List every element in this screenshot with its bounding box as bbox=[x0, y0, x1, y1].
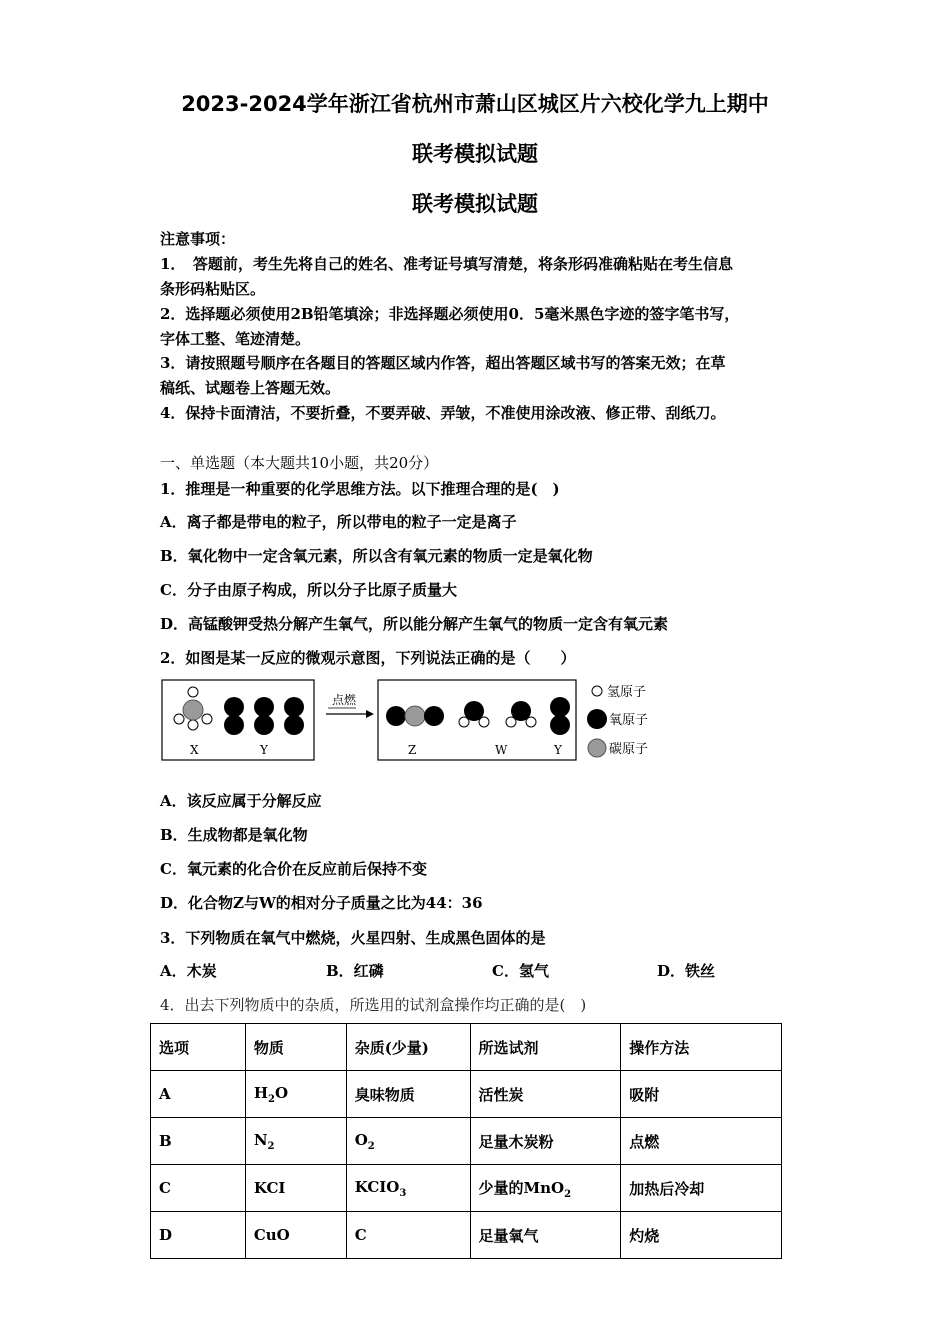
question-1-option-a: A．离子都是带电的粒子，所以带电的粒子一定是离子 bbox=[160, 513, 517, 531]
notice-item: 条形码粘贴区。 bbox=[160, 280, 266, 298]
notice-heading: 注意事项： bbox=[160, 230, 236, 248]
formula-subscript: 2 bbox=[267, 1140, 275, 1152]
question-2-option-a: A．该反应属于分解反应 bbox=[160, 792, 322, 810]
table-cell: 足量木炭粉 bbox=[470, 1118, 621, 1165]
notice-item: 稿纸、试题卷上答题无效。 bbox=[160, 379, 341, 397]
reaction-diagram bbox=[160, 678, 660, 766]
question-1-option-d: D．高锰酸钾受热分解产生氧气，所以能分解产生氧气的物质一定含有氧元素 bbox=[160, 615, 669, 633]
table-header-row bbox=[151, 1024, 782, 1071]
question-4-stem bbox=[160, 994, 586, 1015]
legend-hydrogen: 氢原子 bbox=[607, 685, 647, 700]
table-header: 物质 bbox=[245, 1024, 346, 1071]
question-3-stem: 3．下列物质在氧气中燃烧，火星四射、生成黑色固体的是 bbox=[160, 929, 546, 947]
question-3-option-a: A．木炭 bbox=[160, 962, 217, 980]
legend-carbon-icon bbox=[588, 739, 606, 757]
table-header: 所选试剂 bbox=[470, 1024, 621, 1071]
question-3-option-d: D．铁丝 bbox=[657, 962, 716, 980]
molecule-y-remaining bbox=[550, 697, 570, 735]
impurity-table bbox=[150, 1023, 782, 1259]
table-row bbox=[151, 1118, 782, 1165]
formula-part: H bbox=[253, 1083, 269, 1102]
table-cell bbox=[346, 1165, 470, 1212]
notice-item: 3．请按照题号顺序在各题目的答题区域内作答，超出答题区域书写的答案无效；在草 bbox=[160, 354, 726, 372]
table-cell: B bbox=[151, 1118, 246, 1165]
formula-part: 少量的MnO bbox=[478, 1178, 565, 1197]
formula-subscript: 2 bbox=[564, 1188, 572, 1200]
legend-oxygen-icon bbox=[587, 709, 607, 729]
table-cell: 加热后冷却 bbox=[621, 1165, 782, 1212]
arrow-label: 点燃 bbox=[332, 693, 357, 707]
legend-oxygen: 氧原子 bbox=[609, 713, 649, 728]
question-3-option-b: B．红磷 bbox=[326, 962, 384, 980]
formula-part: N bbox=[253, 1130, 268, 1149]
table-cell: 吸附 bbox=[621, 1071, 782, 1118]
table-cell: CuO bbox=[245, 1212, 346, 1259]
label-y-product: Y bbox=[554, 743, 562, 757]
formula-subscript: 2 bbox=[367, 1140, 375, 1152]
question-4-text: ．出去下列物质中的杂质，所选用的试剂盒操作均正确的是( ) bbox=[169, 996, 587, 1014]
label-w: W bbox=[495, 743, 508, 757]
table-cell: A bbox=[151, 1071, 246, 1118]
table-cell: 灼烧 bbox=[621, 1212, 782, 1259]
label-x: X bbox=[190, 743, 199, 757]
question-1-option-b: B．氧化物中一定含氧元素，所以含有氧元素的物质一定是氧化物 bbox=[160, 547, 593, 565]
formula-part: KCIO bbox=[354, 1177, 400, 1196]
question-2-option-d: D．化合物Z与W的相对分子质量之比为44：36 bbox=[160, 894, 483, 912]
table-row bbox=[151, 1165, 782, 1212]
legend-carbon: 碳原子 bbox=[609, 742, 649, 757]
table-cell: 足量氧气 bbox=[470, 1212, 621, 1259]
table-header: 杂质(少量) bbox=[346, 1024, 470, 1071]
table-cell: C bbox=[151, 1165, 246, 1212]
table-cell: C bbox=[346, 1212, 470, 1259]
question-1-stem: 1．推理是一种重要的化学思维方法。以下推理合理的是( ) bbox=[160, 480, 560, 498]
notice-item: 1． 答题前，考生先将自己的姓名、准考证号填写清楚，将条形码准确粘贴在考生信息 bbox=[160, 255, 733, 273]
table-cell: 臭味物质 bbox=[346, 1071, 470, 1118]
notice-item: 4．保持卡面清洁，不要折叠，不要弄破、弄皱，不准使用涂改液、修正带、刮纸刀。 bbox=[160, 404, 726, 422]
molecule-z bbox=[386, 706, 444, 726]
notice-item: 字体工整、笔迹清楚。 bbox=[160, 330, 311, 348]
formula-part: O bbox=[274, 1083, 289, 1102]
table-header: 操作方法 bbox=[621, 1024, 782, 1071]
page-subtitle: 联考模拟试题 bbox=[412, 142, 538, 166]
notice-item: 2．选择题必须使用2B铅笔填涂；非选择题必须使用0．5毫米黑色字迹的签字笔书写， bbox=[160, 305, 740, 323]
molecules-w bbox=[459, 701, 536, 727]
table-row bbox=[151, 1212, 782, 1259]
table-cell: 点燃 bbox=[621, 1118, 782, 1165]
table-cell: KCI bbox=[245, 1165, 346, 1212]
molecules-y bbox=[224, 697, 304, 735]
question-2-option-b: B．生成物都是氧化物 bbox=[160, 826, 308, 844]
formula-subscript: 2 bbox=[268, 1093, 275, 1105]
section-heading: 一、单选题（本大题共10小题，共20分） bbox=[160, 454, 439, 472]
table-cell bbox=[470, 1165, 621, 1212]
table-cell bbox=[346, 1118, 470, 1165]
question-2-option-c: C．氧元素的化合价在反应前后保持不变 bbox=[160, 860, 427, 878]
page-title: 2023-2024学年浙江省杭州市萧山区城区片六校化学九上期中 bbox=[181, 92, 769, 116]
table-header: 选项 bbox=[151, 1024, 246, 1071]
question-4-number: 4 bbox=[160, 996, 170, 1014]
table-cell bbox=[245, 1118, 346, 1165]
question-3-option-c: C．氢气 bbox=[492, 962, 549, 980]
label-y: Y bbox=[260, 743, 268, 757]
question-2-stem: 2．如图是某一反应的微观示意图，下列说法正确的是（ ） bbox=[160, 649, 576, 667]
table-cell: D bbox=[151, 1212, 246, 1259]
question-1-option-c: C．分子由原子构成，所以分子比原子质量大 bbox=[160, 581, 457, 599]
formula-part: O bbox=[354, 1130, 368, 1149]
legend-hydrogen-icon bbox=[592, 686, 602, 696]
molecule-x bbox=[174, 687, 212, 730]
reaction-arrow-icon bbox=[366, 710, 374, 718]
formula-subscript: 3 bbox=[399, 1187, 407, 1199]
table-cell: 活性炭 bbox=[470, 1071, 621, 1118]
page-subtitle-repeat: 联考模拟试题 bbox=[412, 192, 538, 216]
table-row bbox=[151, 1071, 782, 1118]
label-z: Z bbox=[408, 743, 417, 757]
table-cell bbox=[245, 1071, 346, 1118]
